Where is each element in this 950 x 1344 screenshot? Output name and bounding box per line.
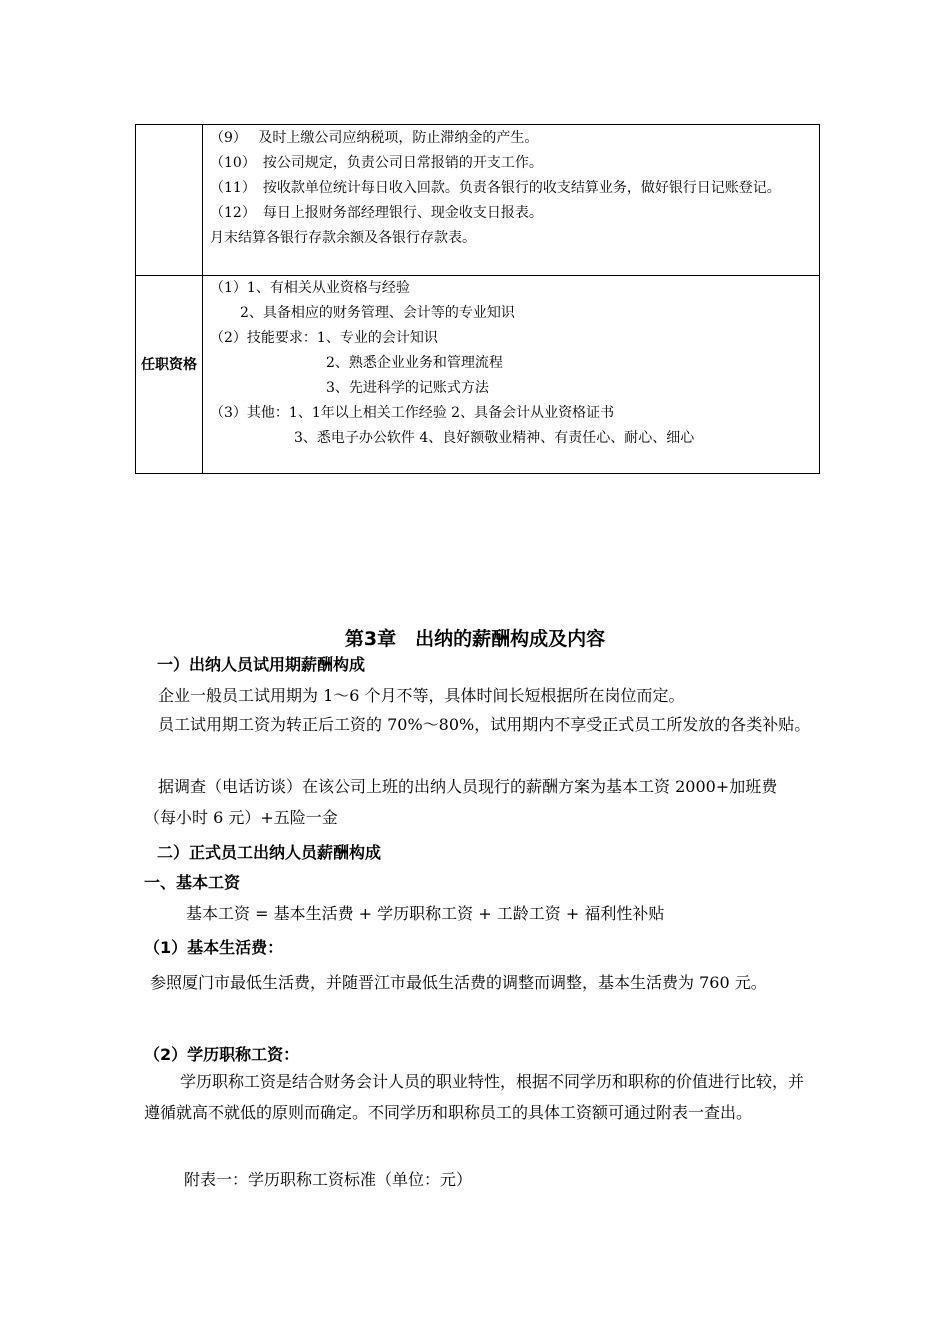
- duty-item-11: （11） 按收款单位统计每日收入回款。负责各银行的收支结算业务，做好银行日记账登记。: [210, 180, 781, 196]
- basic-salary-heading: 一、基本工资: [144, 873, 241, 892]
- column-divider: [202, 125, 203, 275]
- duty-month-end: 月末结算各银行存款余额及各银行存款表。: [210, 230, 476, 246]
- duties-row: [136, 125, 819, 275]
- section1-para2: 据调查（电话访谈）在该公司上班的出纳人员现行的薪酬方案为基本工资 2000+加班费（每小时 6 元）+五险一金: [144, 777, 778, 827]
- section1-line1: 企业一般员工试用期为 1～6 个月不等，具体时间长短根据所在岗位而定。: [158, 686, 685, 705]
- qualification-row: [136, 275, 819, 473]
- qualification-label: 任职资格: [141, 357, 197, 373]
- section2-heading: 二）正式员工出纳人员薪酬构成: [157, 843, 382, 862]
- chapter-title: 第3章 出纳的薪酬构成及内容: [344, 628, 606, 650]
- qualification-item: 3、悉电子办公软件 4、良好额敬业精神、有责任心、耐心、细心: [294, 430, 695, 446]
- duty-item-9: （9） 及时上缴公司应纳税项，防止滞纳金的产生。: [210, 130, 539, 146]
- qualification-cell: [210, 276, 813, 451]
- duty-item-10: （10） 按公司规定，负责公司日常报销的开支工作。: [210, 155, 543, 171]
- item1-text: 参照厦门市最低生活费，并随晋江市最低生活费的调整而调整，基本生活费为 760 元。: [150, 973, 767, 992]
- duty-item-12: （12） 每日上报财务部经理银行、现金收支日报表。: [210, 205, 543, 221]
- table-caption: 附表一：学历职称工资标准（单位：元）: [184, 1170, 473, 1189]
- qualification-item: 2、具备相应的财务管理、会计等的专业知识: [240, 305, 515, 321]
- duties-cell: [210, 126, 813, 251]
- section1-heading: 一）出纳人员试用期薪酬构成: [157, 655, 366, 674]
- column-divider: [202, 276, 203, 473]
- item1-heading: （1）基本生活费：: [144, 938, 284, 957]
- qualification-item: （1）1、有相关从业资格与经验: [210, 280, 410, 296]
- qualification-item: 2、熟悉企业业务和管理流程: [326, 355, 503, 371]
- salary-formula: 基本工资 = 基本生活费 + 学历职称工资 + 工龄工资 + 福利性补贴: [186, 904, 665, 923]
- qualification-item: （3）其他：1、1年以上相关工作经验 2、具备会计从业资格证书: [210, 405, 615, 421]
- item2-heading: （2）学历职称工资：: [144, 1045, 300, 1064]
- duties-qualification-table: [135, 124, 820, 474]
- qualification-item: （2）技能要求：1、专业的会计知识: [210, 330, 438, 346]
- section1-para1: 员工试用期工资为转正后工资的 70%～80%，试用期内不享受正式员工所发放的各类补贴。: [158, 715, 811, 734]
- item2-text: 学历职称工资是结合财务会计人员的职业特性，根据不同学历和职称的价值进行比较，并遵循就高不就低的原则而确定。不同学历和职称员工的具体工资额可通过附表一查出。: [144, 1072, 805, 1122]
- qualification-item: 3、先进科学的记账式方法: [326, 380, 489, 396]
